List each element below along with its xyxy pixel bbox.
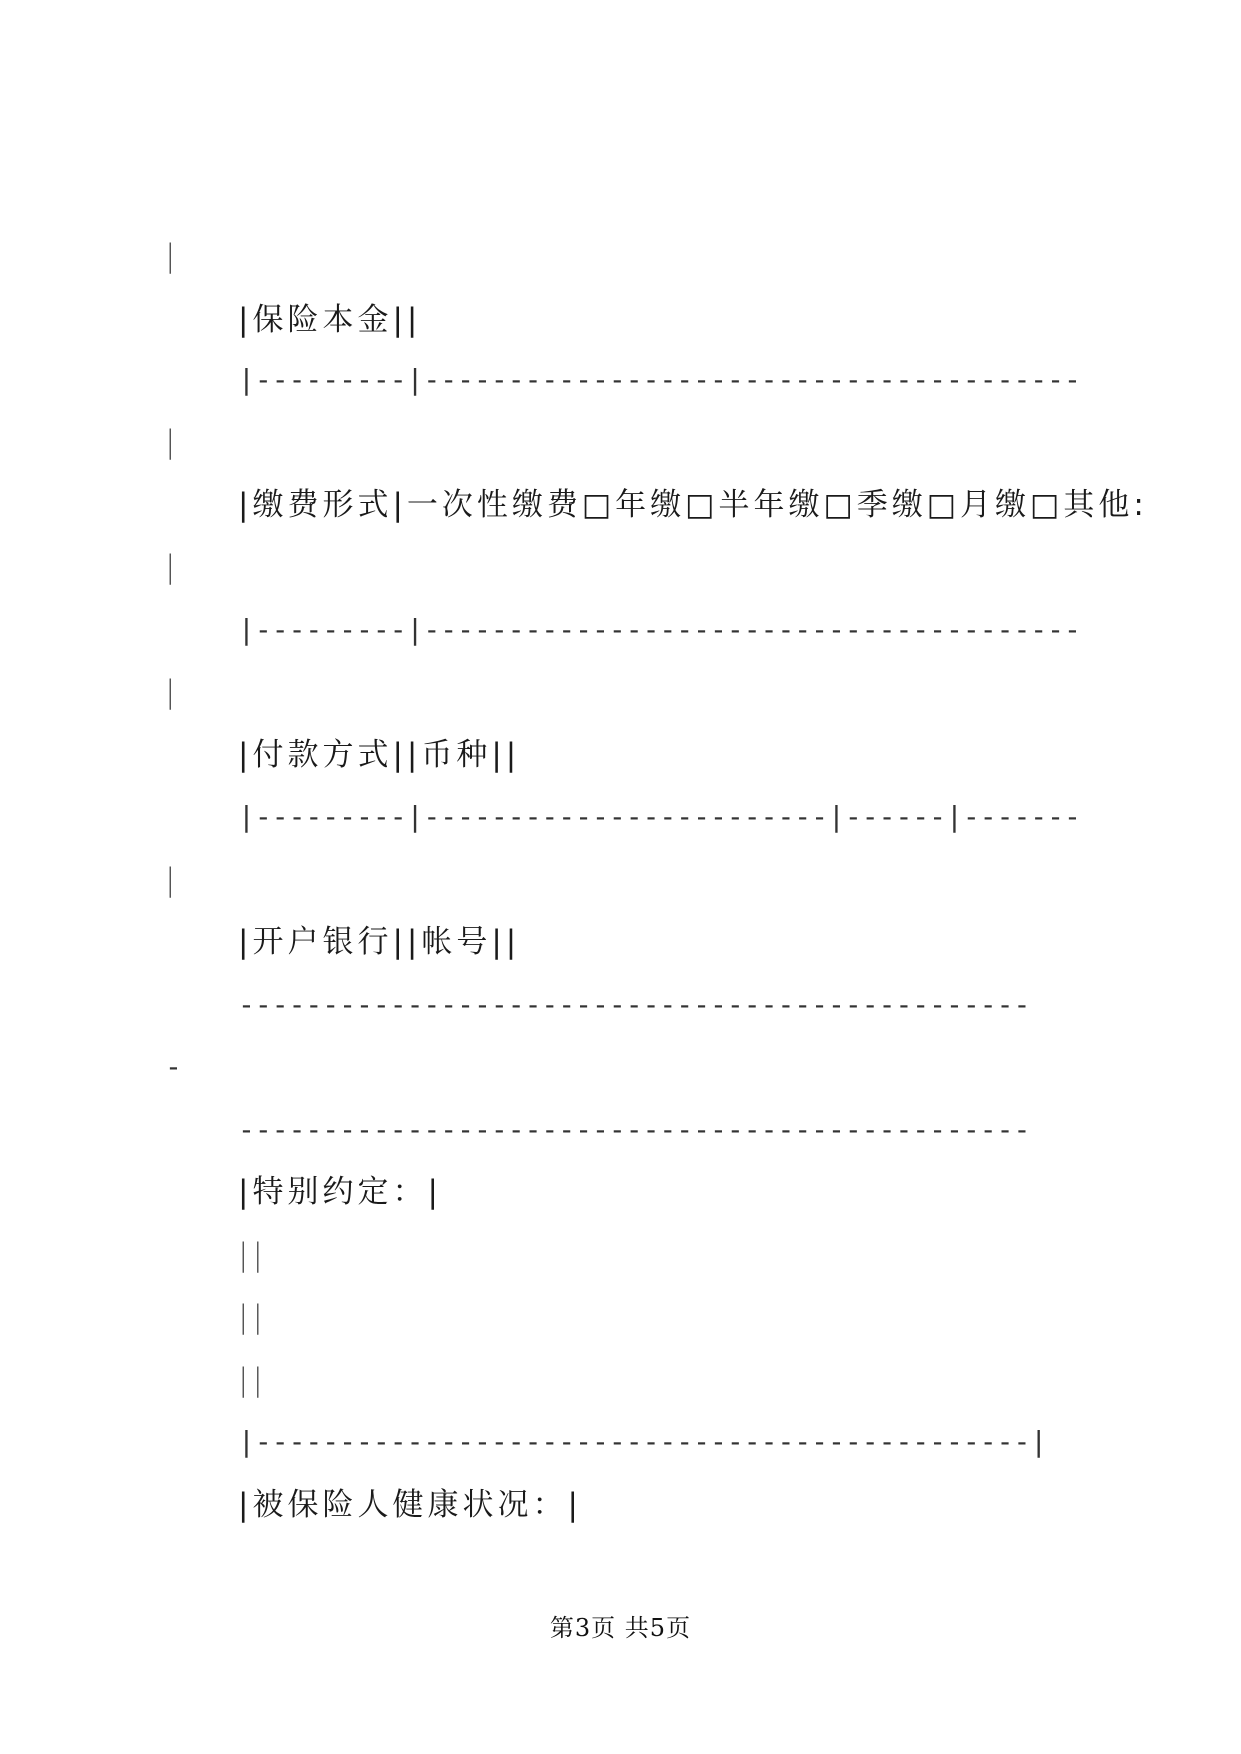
row-separator-fragment: - — [165, 1050, 182, 1083]
empty-row: || — [238, 1299, 267, 1335]
empty-row: || — [238, 1237, 267, 1273]
row-separator: ----------------------------------------------- — [238, 988, 1031, 1021]
row-payment-method-currency: |付款方式||币种|| — [238, 737, 521, 773]
page-number-footer: 第3页 共5页 — [549, 1614, 692, 1642]
row-separator: |----------------------------------------------| — [238, 1425, 1048, 1458]
table-border-fragment: | — [165, 238, 180, 274]
row-health-status: |被保险人健康状况：| — [238, 1487, 582, 1523]
row-insured-amount: |保险本金|| — [238, 302, 422, 338]
table-border-fragment: | — [165, 549, 180, 585]
row-separator: |---------|--------------------------------------- — [238, 613, 1081, 646]
row-separator: |---------|------------------------|------|------- — [238, 800, 1081, 833]
empty-row: || — [238, 1362, 267, 1398]
row-separator: ----------------------------------------------- — [238, 1113, 1031, 1146]
row-special-agreement: |特别约定：| — [238, 1174, 442, 1210]
table-border-fragment: | — [165, 424, 180, 460]
row-separator: |---------|--------------------------------------- — [238, 363, 1081, 396]
table-border-fragment: | — [165, 862, 180, 898]
row-payment-form: |缴费形式|一次性缴费□年缴□半年缴□季缴□月缴□其他: — [238, 487, 1148, 523]
row-bank-account: |开户银行||帐号|| — [238, 924, 521, 960]
table-border-fragment: | — [165, 674, 180, 710]
